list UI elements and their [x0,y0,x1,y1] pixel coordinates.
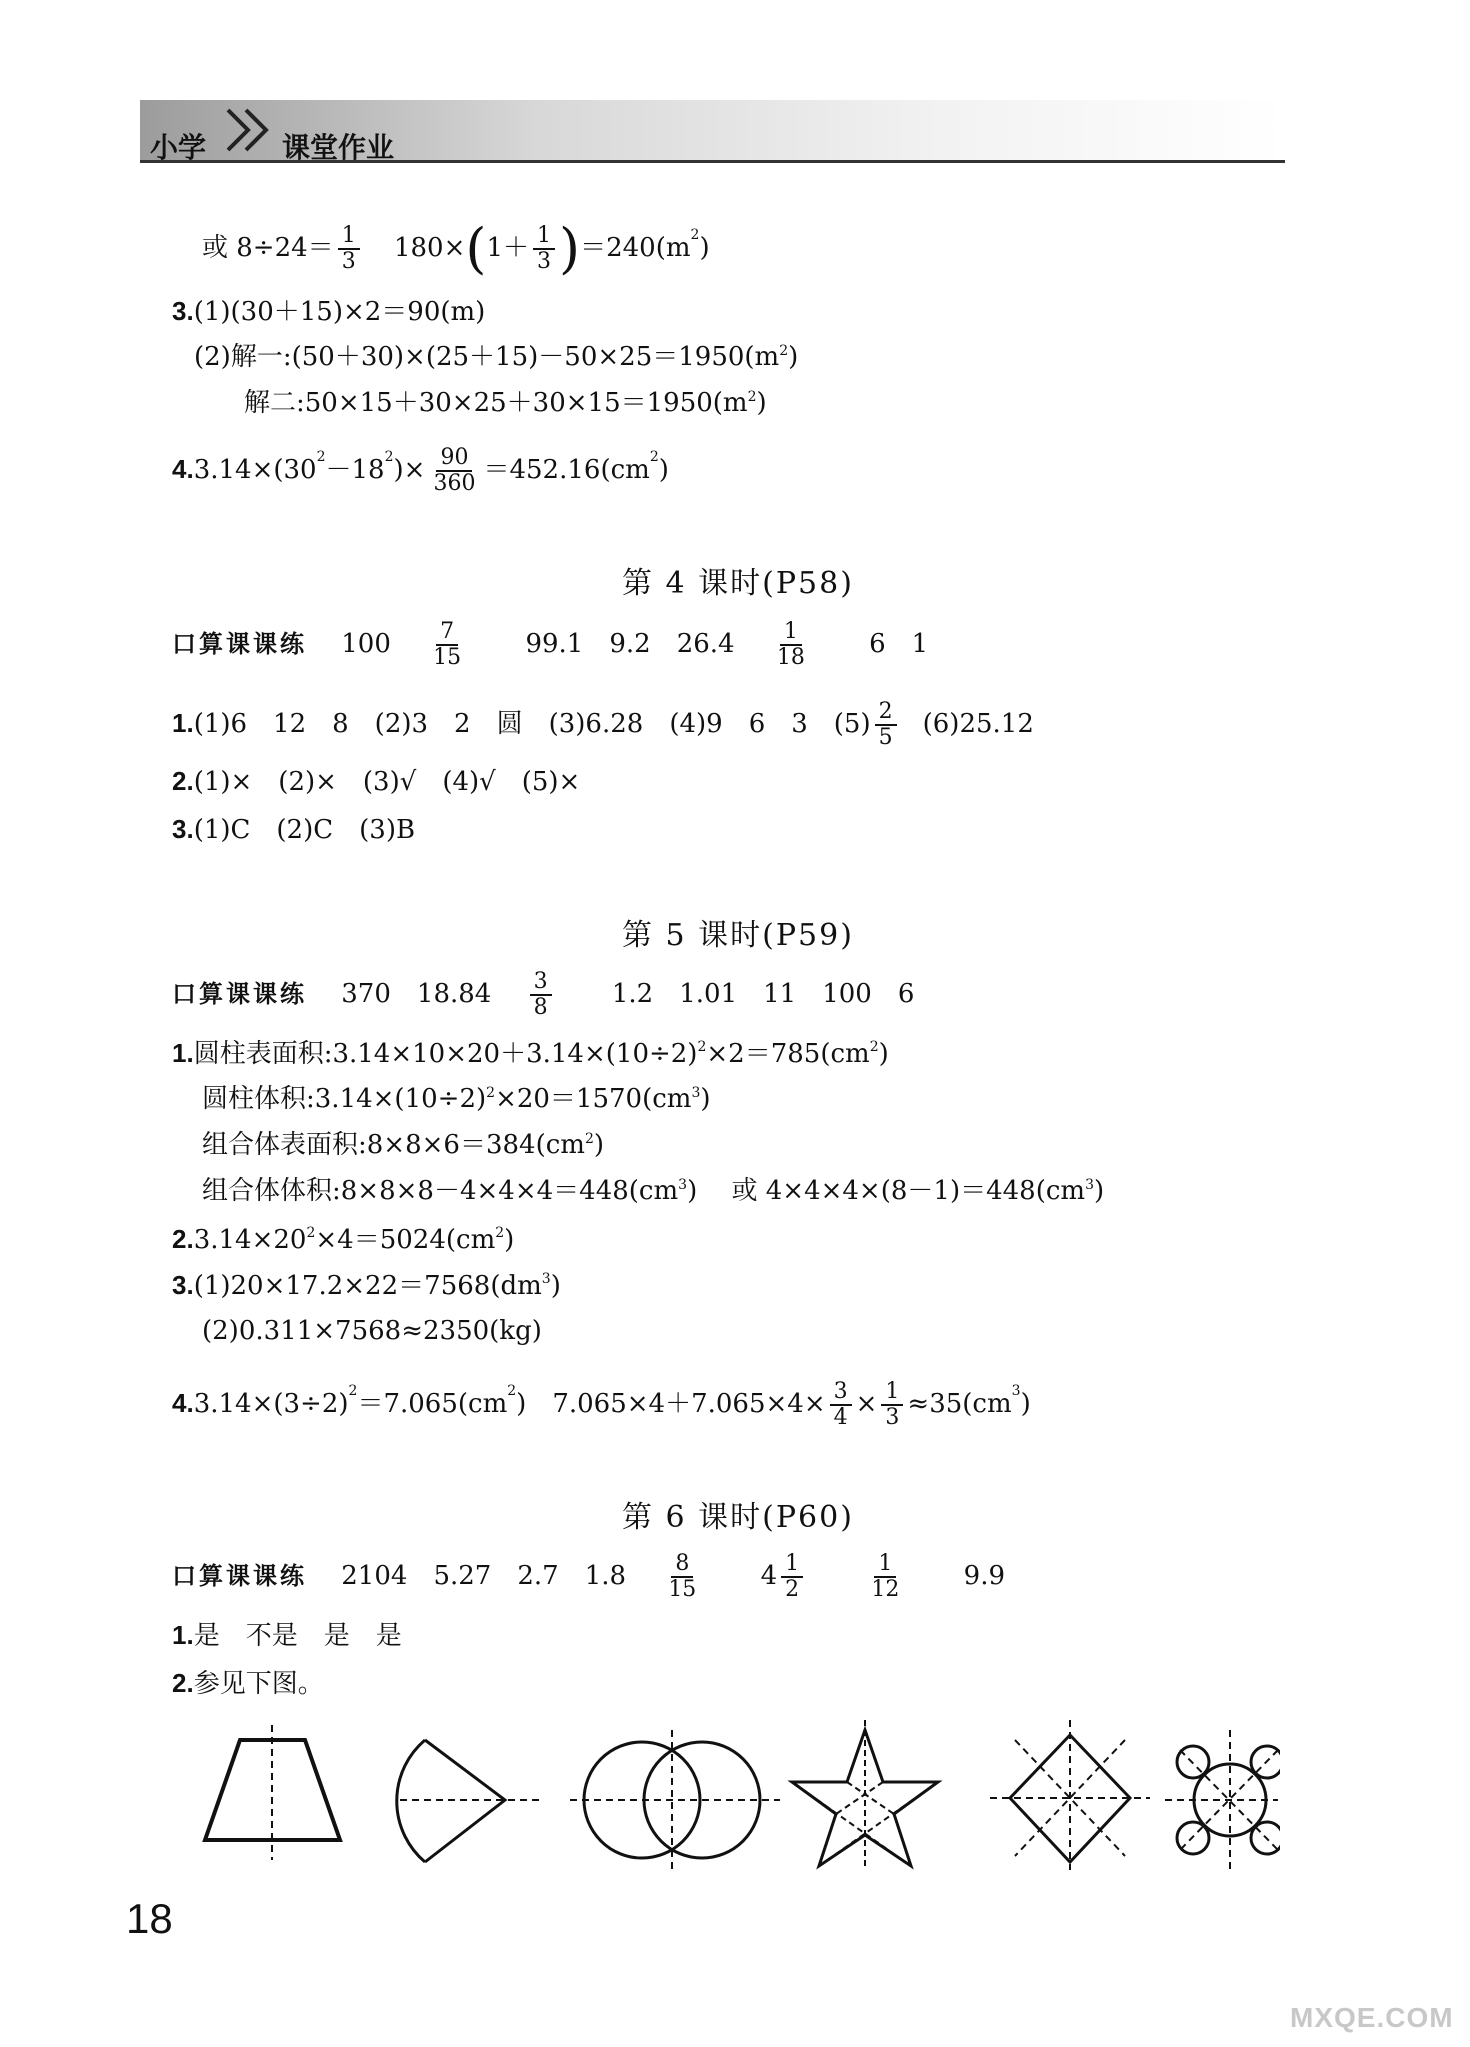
circle-with-circles-figure [1165,1730,1280,1870]
page-number: 18 [126,1895,173,1942]
lesson-6-title: 第 6 课时(P60) [622,1500,854,1535]
lesson-5-oral: 口算课课练 370 18.84 $\frac{3}{8}$ 1.2 1.01 11 100 6 [172,969,915,1020]
question-3: 3.(1)(30＋15)×2＝90(m) [172,296,486,327]
lesson-5-q1d: 组合体体积$:8\times 8\times 8-4\times 4\times 4=448(cm^3)$ 或 $4\times 4\times 4\times(8-1)=448(cm^3)$ [202,1176,1105,1206]
two-circles-figure [570,1730,780,1870]
square-figure [990,1720,1150,1870]
lesson-4-q3: 3.(1)C (2)C (3)B [172,814,416,845]
trapezoid-figure [205,1725,340,1860]
lesson-6-q1: 1.是 不是 是 是 [172,1620,402,1651]
lesson-6-q2: 2.参见下图。 [172,1668,324,1699]
lesson-5-q1b: 圆柱体积$:3.14\times(10\div 2)^2\times 20=1570(cm^3)$ [202,1084,711,1114]
lesson-5-q1a: 1.圆柱表面积$:3.14\times 10\times 20+3.14\times(10\div 2)^2\times 2=785(cm^2)$ [172,1038,889,1069]
lesson-5-q2: $2.3.14\times 20^2\times 4=5024(cm^2)$ [172,1224,515,1255]
symmetry-figures [200,1720,1280,1870]
lesson-5-q3a: $3.(1)20\times 17.2\times 22=7568(dm^3)$ [172,1270,561,1301]
question-3-2: (2)解一$:(50+30)\times(25+15)-50\times 25=1950(m^2)$ [194,342,799,372]
question-4: $4.3.14\times(30^2-18^2)\times$ $\frac{90}{360}$ $=452.16(cm^2)$ [172,445,669,496]
question-3-3: 解二$:50\times 15+30\times 25+30\times 15=1950(m^2)$ [244,388,767,418]
header-series: 课堂作业 [282,132,395,163]
lesson-5-q1c: 组合体表面积$:8\times 8\times 6=384(cm^2)$ [202,1130,605,1160]
lesson-6-oral: 口算课课练 2104 5.27 2.7 1.8 $\frac{8}{15}$ 4 $\frac{1}{2}$ $\frac{1}{12}$ 9.9 [172,1551,1006,1602]
lesson-4-title: 第 4 课时(P58) [622,566,854,601]
lesson-4-oral: 口算课课练 100 $\frac{7}{15}$ 99.1 9.2 26.4 $\frac{1}{18}$ 6 1 [172,619,929,670]
lesson-4-q2: 2.(1)× (2)× (3)√ (4)√ (5)× [172,766,581,797]
answer-line: 或 8÷24＝ $\frac{1}{3}$ 180×(1＋ $\frac{1}{3}$ )$=240(m^2)$ [202,217,710,280]
sector-figure [397,1740,540,1862]
header-level: 小学 [150,132,207,163]
lesson-5-title: 第 5 课时(P59) [622,918,854,953]
watermark: MXQE.COM [1290,2002,1454,2033]
double-chevron-icon [222,104,278,156]
star-figure [792,1720,938,1870]
lesson-5-q4: $4.3.14\times(3\div 2)^2=7.065(cm^2)$ 7.065×4＋7.065×4× $\frac{3}{4}$ × $\frac{1}{3}$ $\approx 35(cm^3)$ [172,1379,1031,1430]
lesson-5-q3b: (2)0.311×7568≈2350(kg) [202,1316,542,1346]
lesson-4-q1: 1.(1)6 12 8 (2)3 2 圆 (3)6.28 (4)9 6 3 (5) $\frac{2}{5}$ (6)25.12 [172,699,1034,750]
